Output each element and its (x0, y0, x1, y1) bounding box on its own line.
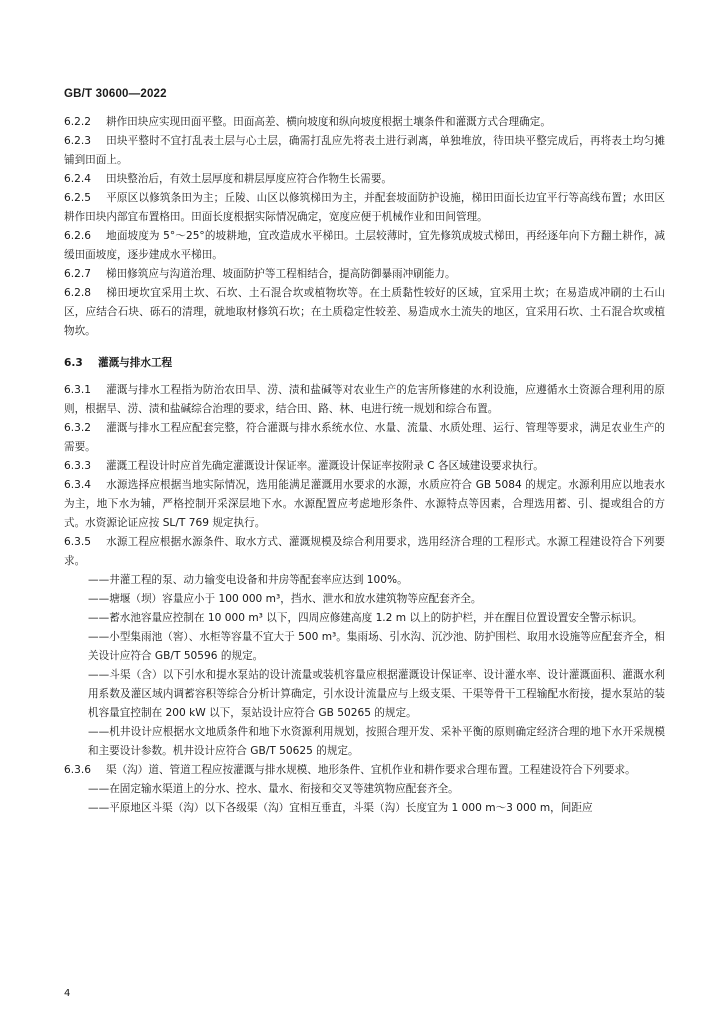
clause-paragraph (64, 170, 665, 189)
clause-number: 6.2.4 (64, 173, 91, 185)
list-item: ——在固定输水渠道上的分水、控水、量水、衔接和交叉等建筑物应配套齐全。 (88, 783, 459, 795)
clause-paragraph (64, 227, 665, 265)
clause-text: 水源选择应根据当地实际情况，选用能满足灌溉用水要求的水源，水质应符合 GB 5084 的规定。水源利用应以地表水为主，地下水为辅，严格控制开采深层地下水。水源配置应考虑地形条件、水源特点等因素，合理选用蓄、引、提或组合的方式。水资源论证应按 SL/T 769 规定执行。 (64, 479, 665, 529)
clause-text: 平原区以修筑条田为主；丘陵、山区以修筑梯田为主，并配套坡面防护设施，梯田田面长边宜平行等高线布置；水田区耕作田块内部宜布置格田。田面长度根据实际情况确定，宽度应便于机械作业和田间管理。 (64, 192, 665, 223)
clause-text: 地面坡度为 5°～25°的坡耕地，宜改造成水平梯田。土层较薄时，宜先修筑成坡式梯田，再经逐年向下方翻土耕作，减缓田面坡度，逐步建成水平梯田。 (64, 230, 665, 261)
list-item: ——蓄水池容量应控制在 10 000 m³ 以下，四周应修建高度 1.2 m 以上的防护栏，并在醒目位置设置安全警示标识。 (88, 612, 643, 624)
list-item: ——小型集雨池（窖）、水柜等容量不宜大于 500 m³。集雨场、引水沟、沉沙池、防护围栏、取用水设施等应配套齐全，相关设计应符合 GB/T 50596 的规定。 (88, 631, 665, 662)
clause-text: 灌溉与排水工程应配套完整，符合灌溉与排水系统水位、水量、流量、水质处理、运行、管理等要求，满足农业生产的需要。 (64, 422, 665, 453)
list-item: ——斗渠（含）以下引水和提水泵站的设计流量或装机容量应根据灌溉设计保证率、设计灌水率、设计灌溉面积、灌溉水利用系数及灌区域内调蓄容积等综合分析计算确定，引水设计流量应与上级支渠、干渠等骨干工程输配水衔接，提水泵站的装机容量宜控制在 200 kW 以下，泵站设计应符合 GB 50265 的规定。 (88, 669, 665, 719)
clause-text: 梯田修筑应与沟道治理、坡面防护等工程相结合，提高防御暴雨冲刷能力。 (106, 268, 456, 280)
section-heading (64, 354, 665, 373)
page-number: 4 (64, 988, 71, 999)
clause-paragraph (64, 457, 665, 476)
section-title: 灌溉与排水工程 (98, 357, 173, 369)
list-item: ——塘堰（坝）容量应小于 100 000 m³，挡水、泄水和放水建筑物等应配套齐全。 (88, 593, 482, 605)
clause-paragraph (64, 265, 665, 284)
clause-paragraph (64, 419, 665, 457)
clause-number: 6.3.5 (64, 536, 91, 548)
clause-text: 灌溉工程设计时应首先确定灌溉设计保证率。灌溉设计保证率按附录 C 各区域建设要求执行。 (106, 460, 544, 472)
clause-paragraph (64, 381, 665, 419)
list-item: ——机井设计应根据水文地质条件和地下水资源利用规划，按照合理开发、采补平衡的原则确定经济合理的地下水开采规模和主要设计参数。机井设计应符合 GB/T 50625 的规定。 (88, 726, 665, 757)
clause-text: 梯田埂坎宜采用土坎、石坎、土石混合坎或植物坎等。在土质黏性较好的区域，宜采用土坎；在易造成冲刷的土石山区，应结合石块、砾石的清理，就地取材修筑石坎；在土质稳定性较差、易造成水土流失的地区，宜采用石坎、土石混合坎或植物坎。 (64, 287, 665, 337)
clause-paragraph (64, 132, 665, 170)
clause-text: 渠（沟）道、管道工程应按灌溉与排水规模、地形条件、宜机作业和耕作要求合理布置。工程建设符合下列要求。 (106, 764, 636, 776)
clause-text: 灌溉与排水工程指为防治农田旱、涝、渍和盐碱等对农业生产的危害所修建的水利设施，应遵循水土资源合理利用的原则，根据旱、涝、渍和盐碱综合治理的要求，结合田、路、林、电进行统一规划和综合布置。 (64, 384, 665, 415)
clause-paragraph (64, 284, 665, 341)
list-item: ——井灌工程的泵、动力输变电设备和井房等配套率应达到 100%。 (88, 574, 408, 586)
section-number: 6.3 (64, 357, 83, 369)
clause-paragraph (64, 533, 665, 571)
clause-text: 田块整治后，有效土层厚度和耕层厚度应符合作物生长需要。 (106, 173, 393, 185)
clause-paragraph (64, 761, 665, 780)
clause-number: 6.3.3 (64, 460, 91, 472)
list-item: ——平原地区斗渠（沟）以下各级渠（沟）宜相互垂直，斗渠（沟）长度宜为 1 000 m～3 000 m，间距应 (88, 802, 593, 814)
clause-paragraph (64, 113, 665, 132)
clause-number: 6.2.5 (64, 192, 91, 204)
document-body (64, 113, 665, 818)
standard-code-header: GB/T 30600—2022 (64, 88, 167, 100)
clause-number: 6.2.2 (64, 116, 91, 128)
clause-number: 6.3.1 (64, 384, 91, 396)
clause-number: 6.2.3 (64, 135, 91, 147)
clause-number: 6.3.6 (64, 764, 91, 776)
clause-number: 6.3.2 (64, 422, 91, 434)
clause-number: 6.2.8 (64, 287, 91, 299)
clause-text: 田块平整时不宜打乱表土层与心土层，确需打乱应先将表土进行剥离，单独堆放，待田块平整完成后，再将表土均匀摊铺到田面上。 (64, 135, 665, 166)
clause-text: 耕作田块应实现田面平整。田面高差、横向坡度和纵向坡度根据土壤条件和灌溉方式合理确定。 (106, 116, 551, 128)
clause-paragraph (64, 476, 665, 533)
clause-number: 6.2.7 (64, 268, 91, 280)
clause-number: 6.3.4 (64, 479, 91, 491)
clause-paragraph (64, 189, 665, 227)
clause-number: 6.2.6 (64, 230, 91, 242)
clause-text: 水源工程应根据水源条件、取水方式、灌溉规模及综合利用要求，选用经济合理的工程形式。水源工程建设符合下列要求。 (64, 536, 665, 567)
